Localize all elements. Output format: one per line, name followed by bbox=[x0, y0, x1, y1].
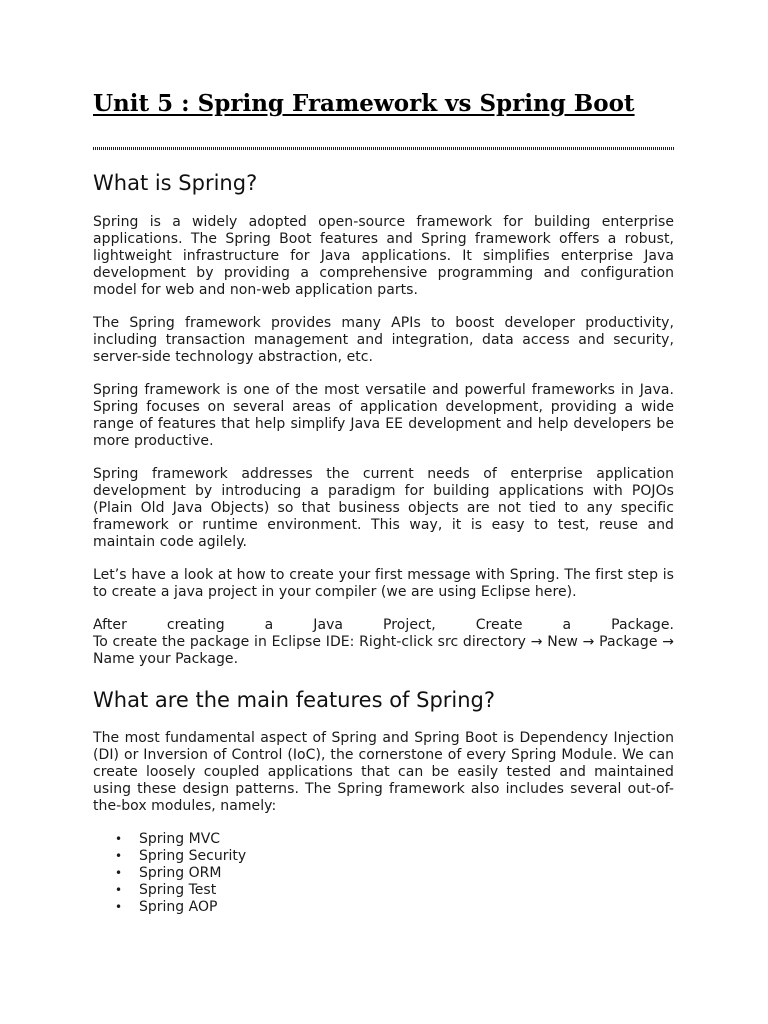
paragraph: Spring framework is one of the most versatile and powerful frameworks in Java. Spring focuses on several areas of application development, providing a wide range of features that help simplify Java EE development and help developers be more productive. bbox=[93, 382, 674, 449]
list-item: • Spring ORM bbox=[115, 865, 222, 881]
list-item: • Spring MVC bbox=[115, 831, 221, 847]
bullet-icon: • bbox=[115, 900, 123, 914]
bullet-icon: • bbox=[115, 883, 123, 897]
paragraph: Let’s have a look at how to create your first message with Spring. The first step is to create a java project in your compiler (we are using Eclipse here). bbox=[93, 567, 674, 600]
list-item: • Spring Test bbox=[115, 882, 217, 898]
bullet-icon: • bbox=[115, 849, 123, 863]
modules-list bbox=[93, 831, 674, 916]
section-heading-what-is-spring: What is Spring? bbox=[93, 171, 258, 195]
bullet-icon: • bbox=[115, 832, 123, 846]
list-item: • Spring AOP bbox=[115, 899, 218, 915]
dotted-divider bbox=[93, 147, 674, 150]
paragraph: The most fundamental aspect of Spring and Spring Boot is Dependency Injection (DI) or Inversion of Control (IoC), the cornerstone of every Spring Module. We can create loosely coupled applications that can be easily tested and maintained using these design patterns. The Spring framework also includes several out-of-the-box modules, namely: bbox=[93, 730, 674, 814]
paragraph-line: To create the package in Eclipse IDE: Right-click src directory → New → Package → Name your Package. bbox=[93, 634, 674, 667]
document-title: Unit 5 : Spring Framework vs Spring Boot bbox=[93, 90, 635, 117]
package-instructions bbox=[93, 617, 674, 668]
document-page bbox=[93, 88, 674, 916]
section-heading-main-features: What are the main features of Spring? bbox=[93, 688, 496, 712]
paragraph: Spring is a widely adopted open-source framework for building enterprise applications. The Spring Boot features and Spring framework offers a robust, lightweight infrastructure for Java applications. It simplifies enterprise Java development by providing a comprehensive programming and configuration model for web and non-web application parts. bbox=[93, 214, 674, 298]
list-item: • Spring Security bbox=[115, 848, 247, 864]
paragraph-line: After creating a Java Project, Create a Package. bbox=[93, 617, 674, 633]
paragraph: Spring framework addresses the current needs of enterprise application development by introducing a paradigm for building applications with POJOs (Plain Old Java Objects) so that business objects are not tied to any specific framework or runtime environment. This way, it is easy to test, reuse and maintain code agilely. bbox=[93, 466, 674, 550]
paragraph: The Spring framework provides many APIs to boost developer productivity, including transaction management and integration, data access and security, server-side technology abstraction, etc. bbox=[93, 315, 674, 365]
bullet-icon: • bbox=[115, 866, 123, 880]
